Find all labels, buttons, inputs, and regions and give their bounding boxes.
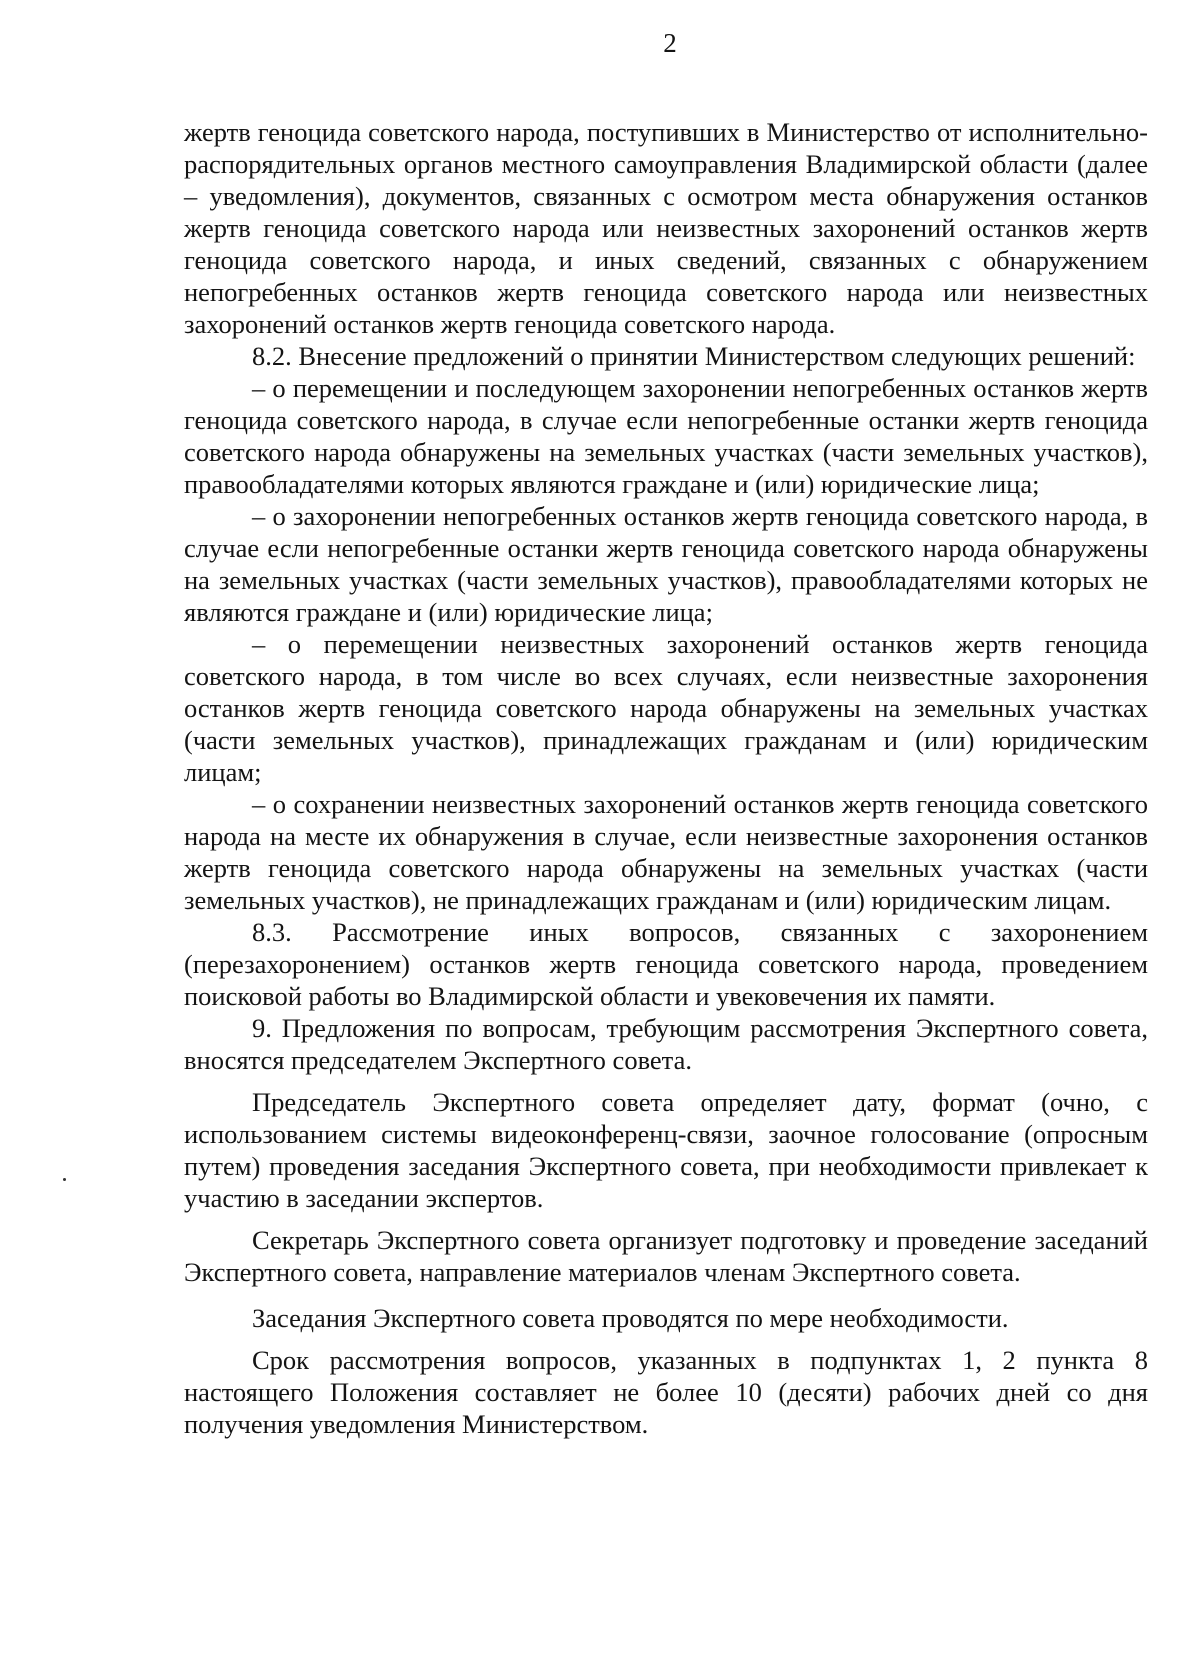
list-item-preservation: – о сохранении неизвестных захоронений останков жертв геноцида советского народа на месте их обнаружения в случае, если неизвестные захоронения останков жертв геноцида советского народа обнаружены на земельных участках (части земельных участков), не принадлежащих гражданам и (или) юридическим лицам. — [184, 789, 1148, 915]
list-item-relocation-unknown-graves: – о перемещении неизвестных захоронений останков жертв геноцида советского народа, в том числе во всех случаях, если неизвестные захоронения останков жертв геноцида советского народа обнаружены на земельных участках (части земельных участков), принадлежащих гражданам и (или) юридическим лицам; — [184, 629, 1148, 787]
document-body — [184, 116, 1148, 1440]
paragraph-9: 9. Предложения по вопросам, требующим рассмотрения Экспертного совета, вносятся председателем Экспертного совета. — [184, 1013, 1148, 1075]
paragraph-8-3: 8.3. Рассмотрение иных вопросов, связанных с захоронением (перезахоронением) останков жертв геноцида советского народа, проведением поисковой работы во Владимирской области и увековечения их памяти. — [184, 917, 1148, 1011]
paragraph-meetings: Заседания Экспертного совета проводятся по мере необходимости. — [252, 1303, 1009, 1333]
paragraph-8-2: 8.2. Внесение предложений о принятии Министерством следующих решений: — [252, 341, 1136, 371]
list-item-relocation-burial: – о перемещении и последующем захоронении непогребенных останков жертв геноцида советского народа, в случае если непогребенные останки жертв геноцида советского народа обнаружены на земельных участках (части земельных участков), правообладателями которых являются граждане и (или) юридические лица; — [184, 373, 1148, 499]
paragraph-chairman: Председатель Экспертного совета определяет дату, формат (очно, с использованием системы видеоконференц-связи, заочное голосование (опросным путем) проведения заседания Экспертного совета, при необходимости привлекает к участию в заседании экспертов. — [184, 1087, 1148, 1213]
paragraph-secretary: Секретарь Экспертного совета организует подготовку и проведение заседаний Экспертного совета, направление материалов членам Экспертного совета. — [184, 1225, 1148, 1287]
scan-speck — [63, 1178, 66, 1181]
paragraph-deadline: Срок рассмотрения вопросов, указанных в подпунктах 1, 2 пункта 8 настоящего Положения составляет не более 10 (десяти) рабочих дней со дня получения уведомления Министерством. — [184, 1345, 1148, 1439]
list-item-burial: – о захоронении непогребенных останков жертв геноцида советского народа, в случае если непогребенные останки жертв геноцида советского народа обнаружены на земельных участках (части земельных участков), правообладателями которых не являются граждане и (или) юридические лица; — [184, 501, 1148, 627]
paragraph-continuation: жертв геноцида советского народа, поступивших в Министерство от исполнительно-распорядительных органов местного самоуправления Владимирской области (далее – уведомления), документов, связанных с осмотром места обнаружения останков жертв геноцида советского народа или неизвестных захоронений останков жертв геноцида советского народа, и иных сведений, связанных с обнаружением непогребенных останков жертв геноцида советского народа или неизвестных захоронений останков жертв геноцида советского народа. — [184, 117, 1148, 339]
page-number: 2 — [663, 28, 677, 58]
